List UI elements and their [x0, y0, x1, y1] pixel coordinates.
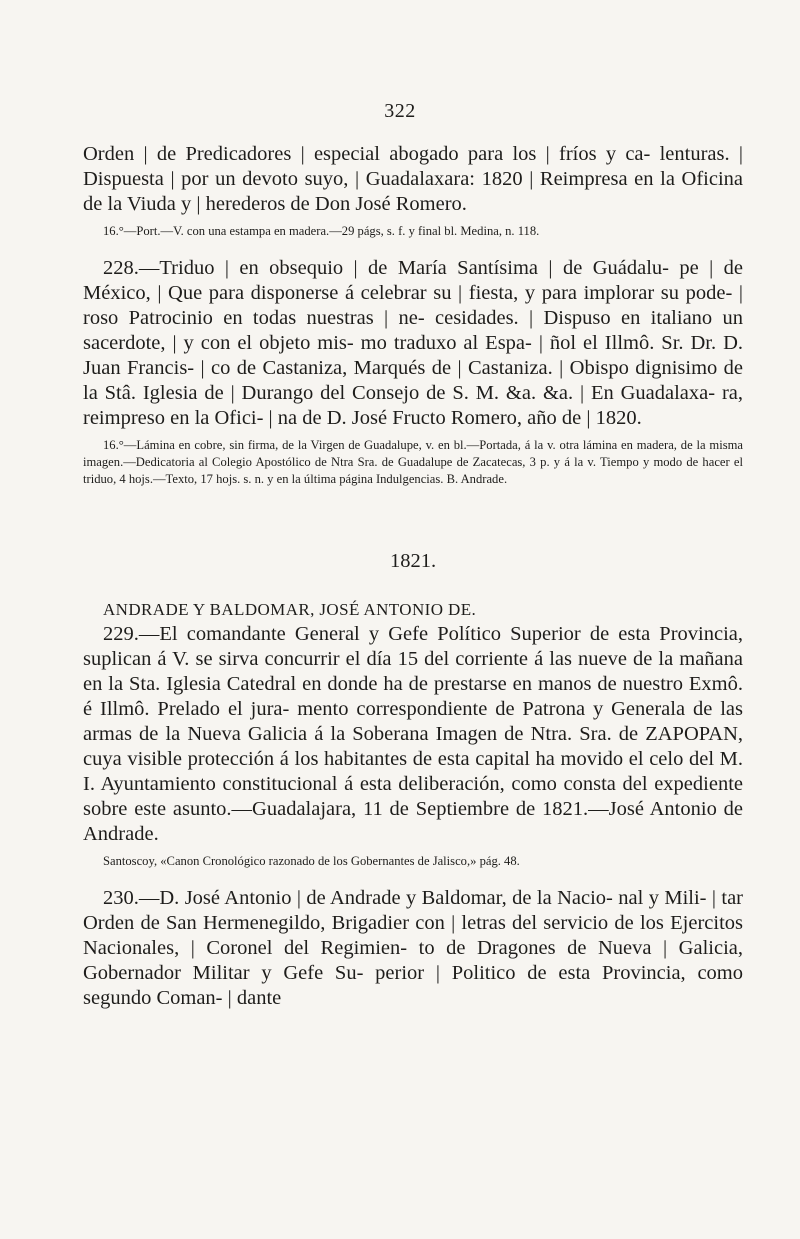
entry-230-text: 230.—D. José Antonio | de Andrade y Baldomar, de la Nacio- nal y Mili- | tar Orden de San Hermenegildo, Brigadier con | letras del servicio de los Ejercitos Nacionales, | Coronel del Regimien- to de Dragones de Nueva | Galicia, Gobernador Militar y Gefe Su- perior | Politico de esta Provincia, como segundo Coman- | dante: [83, 887, 743, 1009]
entry-229-text: 229.—El comandante General y Gefe Político Superior de esta Provincia, suplican á V. se sirva concurrir el día 15 del corriente á las nueve de la mañana en la Sta. Iglesia Catedral en donde ha de prestarse en manos de nuestro Exmô. é Illmô. Prelado el jura- mento correspondiente de Patrona y Generala de las armas de la Nueva Galicia á la Soberana Imagen de Ntra. Sra. de ZAPOPAN, cuya visible protección á los habitantes de esta capital ha movido el celo del M. I. Ayuntamiento constitucional á esta deliberación, como consta del expediente sobre este asunto.—Guadalajara, 11 de Septiembre de 1821.—José Antonio de Andrade.: [83, 623, 743, 845]
continued-entry-text: Orden | de Predicadores | especial abogado para los | fríos y ca- lenturas. | Dispuesta | por un devoto suyo, | Guadalaxara: 1820 | Reimpresa en la Oficina de la Viuda y | herederos de Don José Romero.: [83, 143, 743, 215]
continued-entry-note: 16.°—Port.—V. con una estampa en madera.—29 págs, s. f. y final bl. Medina, n. 118.: [103, 224, 540, 238]
author-heading: ANDRADE Y BALDOMAR, JOSÉ ANTONIO DE.: [103, 600, 477, 619]
entry-229-note: Santoscoy, «Canon Cronológico razonado de los Gobernantes de Jalisco,» pág. 48.: [103, 854, 520, 868]
entry-228: [83, 256, 743, 488]
page-number: 322: [384, 100, 416, 122]
entry-230: [83, 886, 743, 1011]
year-heading: 1821.: [389, 550, 437, 572]
page-body: [83, 142, 743, 1011]
entry-228-note: 16.°—Lámina en cobre, sin firma, de la Virgen de Guadalupe, v. en bl.—Portada, á la v. otra lámina en madera, de la misma imagen.—Dedicatoria al Colegio Apostólico de Ntra Sra. de Guadalupe de Zacatecas, 3 p. y á la v. Tiempo y modo de hacer el triduo, 4 hojs.—Texto, 17 hojs. s. n. y en la última página Indulgencias. B. Andrade.: [83, 438, 743, 486]
entry-229: [83, 622, 743, 870]
entry-228-text: 228.—Triduo | en obsequio | de María Santísima | de Guádalu- pe | de México, | Que para disponerse á celebrar su | fiesta, y para implorar su pode- | roso Patrocinio en todas nuestras | ne- cesidades. | Dispuso en italiano un sacerdote, | y con el objeto mis- mo traduxo al Espa- | ñol el Illmô. Sr. Dr. D. Juan Francis- | co de Castaniza, Marqués de | Castaniza. | Obispo dignisimo de la Stâ. Iglesia de | Durango del Consejo de S. M. &a. &a. | En Guadalaxa- ra, reimpreso en la Ofici- | na de D. José Fructo Romero, año de | 1820.: [83, 257, 743, 429]
